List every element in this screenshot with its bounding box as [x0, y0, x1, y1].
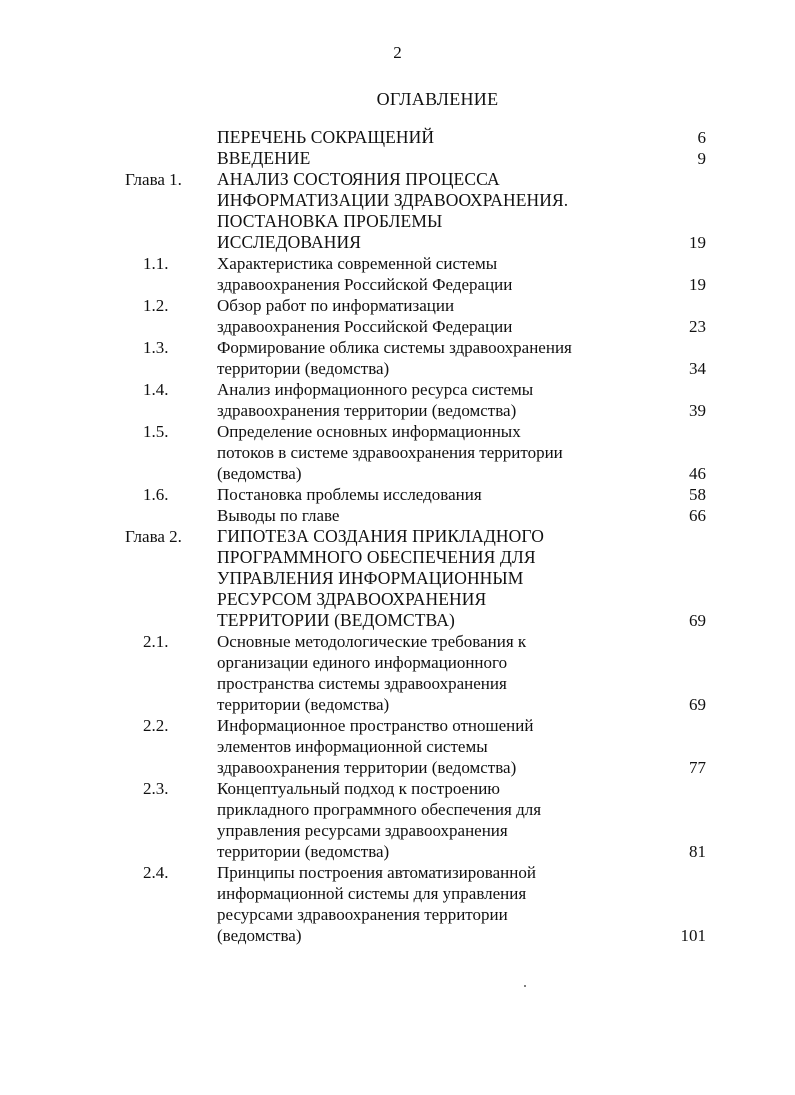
toc-title: ОГЛАВЛЕНИЕ [376, 89, 499, 109]
toc-entry-title-line: информационной системы для управления [217, 884, 527, 903]
toc-entry-page: 69 [689, 611, 706, 630]
toc-entry-title-line: Постановка проблемы исследования [217, 485, 482, 504]
toc-entry-page: 39 [689, 401, 706, 420]
toc-entry [0, 253, 795, 295]
toc-entry-page: 9 [697, 149, 706, 168]
toc-entry-number: 1.3. [143, 338, 169, 357]
toc-entry-title-line: Характеристика современной системы [217, 254, 498, 273]
toc-entry-title-line: здравоохранения Российской Федерации [217, 275, 513, 294]
toc-entry-title [217, 169, 637, 253]
toc-entry-page: 81 [689, 842, 706, 861]
toc-entry-number: 1.1. [143, 254, 169, 273]
toc-entry-number: 2.1. [143, 632, 169, 651]
toc-entry-page: 66 [689, 506, 706, 525]
toc-entry-page: 34 [689, 359, 706, 378]
toc-entry-title-line: Анализ информационного ресурса системы [217, 380, 534, 399]
toc-entry-title [217, 379, 637, 421]
toc-entry-title-line: управления ресурсами здравоохранения [217, 821, 508, 840]
toc-entry-title [217, 253, 637, 295]
toc-entry-page: 69 [689, 695, 706, 714]
toc-entry-title-line: здравоохранения территории (ведомства) [217, 758, 517, 777]
toc-entry [0, 715, 795, 778]
toc-entry-title-line: Формирование облика системы здравоохранения [217, 338, 572, 357]
toc-entry-title-line: ПРОГРАММНОГО ОБЕСПЕЧЕНИЯ ДЛЯ [217, 547, 536, 567]
toc-entry-title [217, 337, 637, 379]
toc-entry-number: 2.4. [143, 863, 169, 882]
toc-entry-number: Глава 1. [125, 170, 182, 189]
toc-entry-title-line: организации единого информационного [217, 653, 508, 672]
toc-entry-title-line: элементов информационной системы [217, 737, 488, 756]
toc-entry-title [217, 484, 637, 505]
toc-entry-number: 2.2. [143, 716, 169, 735]
toc-entry [0, 127, 795, 148]
toc-entry-title-line: АНАЛИЗ СОСТОЯНИЯ ПРОЦЕССА [217, 169, 500, 189]
toc-entry-number: 1.6. [143, 485, 169, 504]
toc-entry-title-line: ПЕРЕЧЕНЬ СОКРАЩЕНИЙ [217, 127, 435, 147]
toc-entry-title-line: территории (ведомства) [217, 695, 390, 714]
toc-entry [0, 484, 795, 505]
toc-entry-title-line: прикладного программного обеспечения для [217, 800, 542, 819]
toc-entry-title-line: РЕСУРСОМ ЗДРАВООХРАНЕНИЯ [217, 589, 487, 609]
toc-entry-title-line: Обзор работ по информатизации [217, 296, 455, 315]
toc-entry-title-line: потоков в системе здравоохранения территории [217, 443, 563, 462]
toc-entry-page: 46 [689, 464, 706, 483]
toc-entry-title-line: (ведомства) [217, 464, 302, 483]
toc-entry [0, 505, 795, 526]
toc-entry [0, 862, 795, 946]
toc-entry-title-line: ТЕРРИТОРИИ (ВЕДОМСТВА) [217, 610, 455, 630]
toc-entry-title-line: ВВЕДЕНИЕ [217, 148, 311, 168]
toc-entry-title [217, 295, 637, 337]
toc-entry-title [217, 526, 637, 631]
toc-entry-number: Глава 2. [125, 527, 182, 546]
toc-entry [0, 379, 795, 421]
toc-entry-title-line: территории (ведомства) [217, 359, 390, 378]
toc-entry [0, 148, 795, 169]
toc-entry-title-line: Определение основных информационных [217, 422, 521, 441]
toc-entry-title-line: ИНФОРМАТИЗАЦИИ ЗДРАВООХРАНЕНИЯ. [217, 190, 569, 210]
toc-entry-page: 19 [689, 275, 706, 294]
toc-entry-title-line: ИССЛЕДОВАНИЯ [217, 232, 362, 252]
toc-entry-title-line: Принципы построения автоматизированной [217, 863, 536, 882]
toc-entry-title-line: Выводы по главе [217, 506, 340, 525]
toc-entry-page: 77 [689, 758, 706, 777]
toc-entry-title-line: ГИПОТЕЗА СОЗДАНИЯ ПРИКЛАДНОГО [217, 526, 544, 546]
toc-entry-page: 19 [689, 233, 706, 252]
toc-entry-title [217, 421, 637, 484]
toc-entry-title [217, 778, 637, 862]
toc-entry-title-line: (ведомства) [217, 926, 302, 945]
toc-entry-page: 101 [680, 926, 706, 945]
toc-entry-title-line: ПОСТАНОВКА ПРОБЛЕМЫ [217, 211, 443, 231]
toc-entry-number: 2.3. [143, 779, 169, 798]
toc-entry-title [217, 862, 637, 946]
toc-entry [0, 631, 795, 715]
toc-entry-title-line: Концептуальный подход к построению [217, 779, 500, 798]
toc-entry-number: 1.4. [143, 380, 169, 399]
toc-entry-title-line: Информационное пространство отношений [217, 716, 534, 735]
toc-entry [0, 526, 795, 631]
toc-entry-title-line: пространства системы здравоохранения [217, 674, 507, 693]
toc-entry-title [217, 127, 637, 148]
scan-speck [524, 985, 526, 987]
toc-entry-title-line: Основные методологические требования к [217, 632, 527, 651]
toc-entry-title-line: ресурсами здравоохранения территории [217, 905, 508, 924]
toc-entry-number: 1.2. [143, 296, 169, 315]
toc-entry-title-line: здравоохранения Российской Федерации [217, 317, 513, 336]
toc-entry-title [217, 505, 637, 526]
toc-entry [0, 337, 795, 379]
toc-entry-title-line: здравоохранения территории (ведомства) [217, 401, 517, 420]
toc-entry-title-line: территории (ведомства) [217, 842, 390, 861]
toc-entry-number: 1.5. [143, 422, 169, 441]
toc-entry [0, 421, 795, 484]
toc-entry-page: 58 [689, 485, 706, 504]
toc-entry [0, 778, 795, 862]
table-of-contents [0, 127, 795, 946]
toc-entry-title [217, 631, 637, 715]
toc-entry-title [217, 148, 637, 169]
toc-entry-page: 6 [697, 128, 706, 147]
toc-entry-title-line: УПРАВЛЕНИЯ ИНФОРМАЦИОННЫМ [217, 568, 524, 588]
toc-entry-page: 23 [689, 317, 706, 336]
toc-entry [0, 169, 795, 253]
toc-entry-title [217, 715, 637, 778]
toc-entry [0, 295, 795, 337]
page-number: 2 [393, 43, 402, 62]
